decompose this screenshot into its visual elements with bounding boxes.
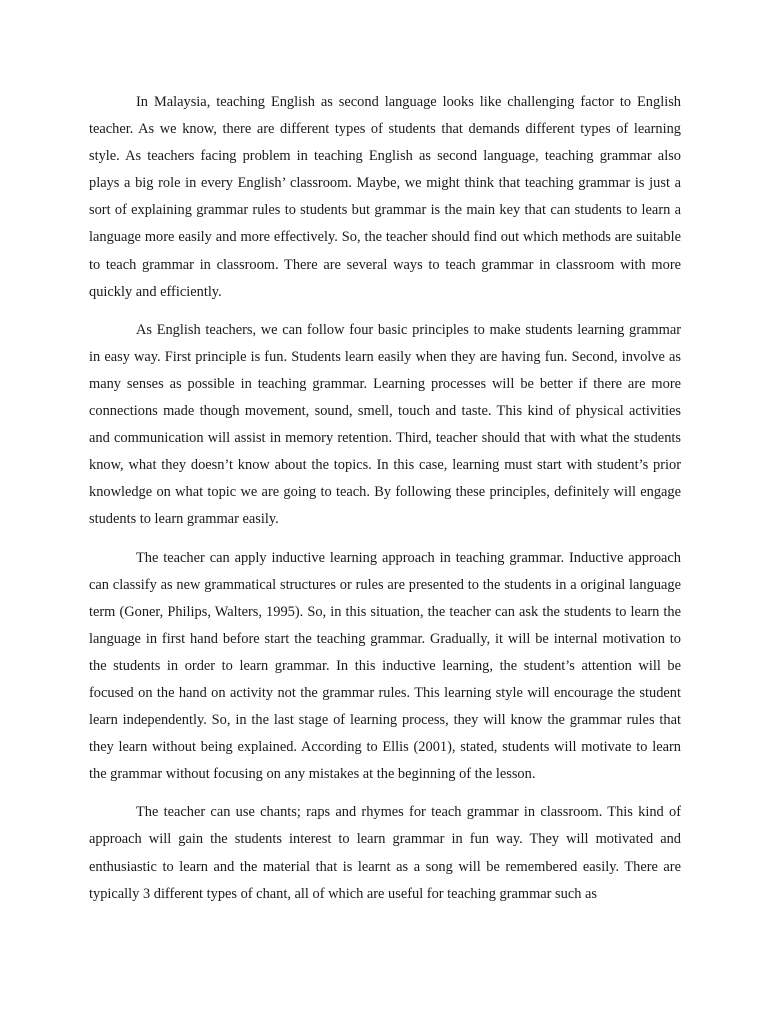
paragraph-inductive: The teacher can apply inductive learning approach in teaching grammar. Inductive approach can classify as new grammatical structures or rules are presented to the students in a original language term (Goner, Philips, Walters, 1995). So, in this situation, the teacher can ask the students to learn the language in first hand before start the teaching grammar. Gradually, it will be internal motivation to the students in order to learn grammar. In this inductive learning, the student’s attention will be focused on the hand on activity not the grammar rules. This learning style will encourage the student learn independently. So, in the last stage of learning process, they will know the grammar rules that they learn without being explained. According to Ellis (2001), stated, students will motivate to learn the grammar without focusing on any mistakes at the beginning of the lesson.	[89, 549, 681, 783]
document-body	[89, 89, 681, 919]
paragraph-principles: As English teachers, we can follow four basic principles to make students learning grammar in easy way. First principle is fun. Students learn easily when they are having fun. Second, involve as many senses as possible in teaching grammar. Learning processes will be better if there are more connections made though movement, sound, smell, touch and taste. This kind of physical activities and communication will assist in memory retention. Third, teacher should that with what the students know, what they doesn’t know about the topics. In this case, learning must start with student’s prior knowledge on what topic we are going to teach. By following these principles, definitely will engage students to learn grammar easily.	[89, 321, 681, 528]
paragraph-chants: The teacher can use chants; raps and rhymes for teach grammar in classroom. This kind of approach will gain the students interest to learn grammar in fun way. They will motivated and enthusiastic to learn and the material that is learnt as a song will be remembered easily. There are typically 3 different types of chant, all of which are useful for teaching grammar such as	[89, 804, 681, 902]
paragraph-intro: In Malaysia, teaching English as second language looks like challenging factor to English teacher. As we know, there are different types of students that demands different types of learning style. As teachers facing problem in teaching English as second language, teaching grammar also plays a big role in every English’ classroom. Maybe, we might think that teaching grammar is just a sort of explaining grammar rules to students but grammar is the main key that can students to learn a language more easily and more effectively. So, the teacher should find out which methods are suitable to teach grammar in classroom. There are several ways to teach grammar in classroom with more quickly and efficiently.	[89, 94, 681, 300]
